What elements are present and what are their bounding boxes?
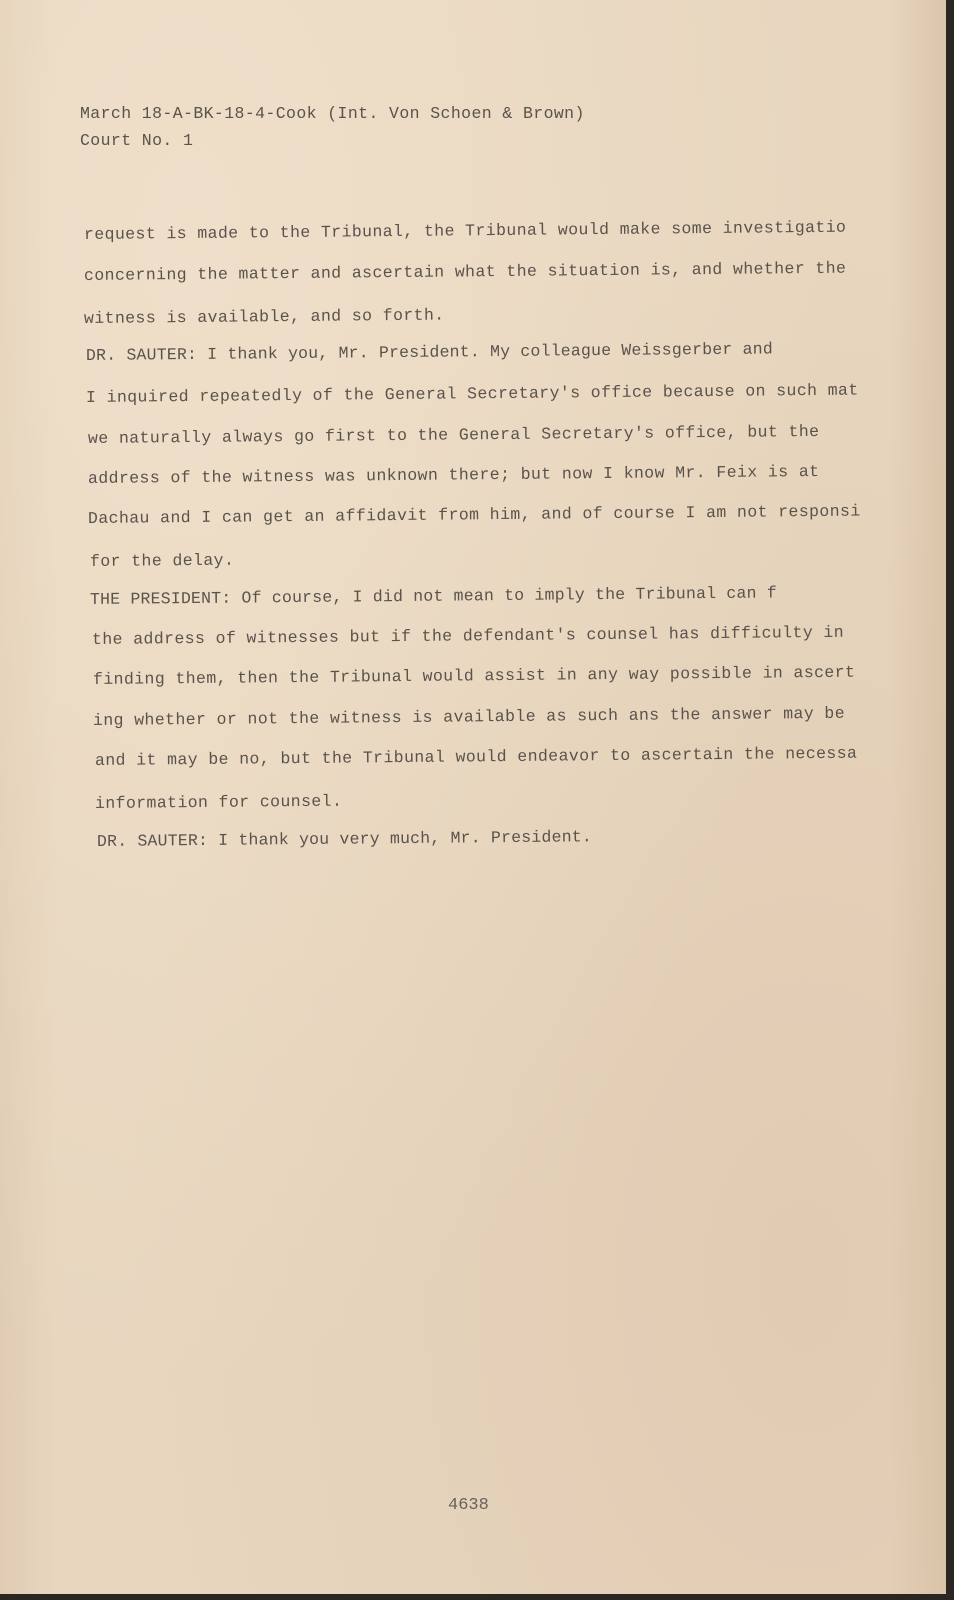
body-line-16: DR. SAUTER: I thank you very much, Mr. President. — [96, 827, 593, 851]
body-line-7: address of the witness was unknown there; but now I know Mr. Feix is at — [87, 461, 820, 488]
header-court-line: Court No. 1 — [80, 131, 194, 150]
body-line-9: for the delay. — [89, 550, 235, 571]
page-number: 4638 — [448, 1496, 489, 1515]
body-line-3: witness is available, and so forth. — [83, 305, 445, 328]
body-line-12: finding them, then the Tribunal would assist in any way possible in ascert — [92, 662, 856, 689]
body-line-1: request is made to the Tribunal, the Tribunal would make some investigatio — [83, 217, 847, 244]
body-line-14: and it may be no, but the Tribunal would endeavor to ascertain the necessa — [94, 743, 858, 770]
header-session-line: March 18-A-BK-18-4-Cook (Int. Von Schoen & Brown) — [80, 104, 585, 123]
body-line-11: the address of witnesses but if the defendant's counsel has difficulty in — [91, 622, 845, 649]
body-line-6: we naturally always go first to the General Secretary's office, but the — [87, 421, 820, 448]
body-line-5: I inquired repeatedly of the General Secretary's office because on such mat — [85, 380, 859, 407]
body-line-10: THE PRESIDENT: Of course, I did not mean to imply the Tribunal can f — [89, 583, 777, 609]
body-line-8: Dachau and I can get an affidavit from him, and of course I am not responsi — [87, 501, 861, 528]
body-line-15: information for counsel. — [94, 791, 343, 813]
body-line-13: ing whether or not the witness is available as such ans the answer may be — [92, 703, 846, 730]
body-line-4: DR. SAUTER: I thank you, Mr. President. My colleague Weissgerber and — [85, 339, 773, 365]
body-line-2: concerning the matter and ascertain what the situation is, and whether the — [83, 258, 847, 285]
